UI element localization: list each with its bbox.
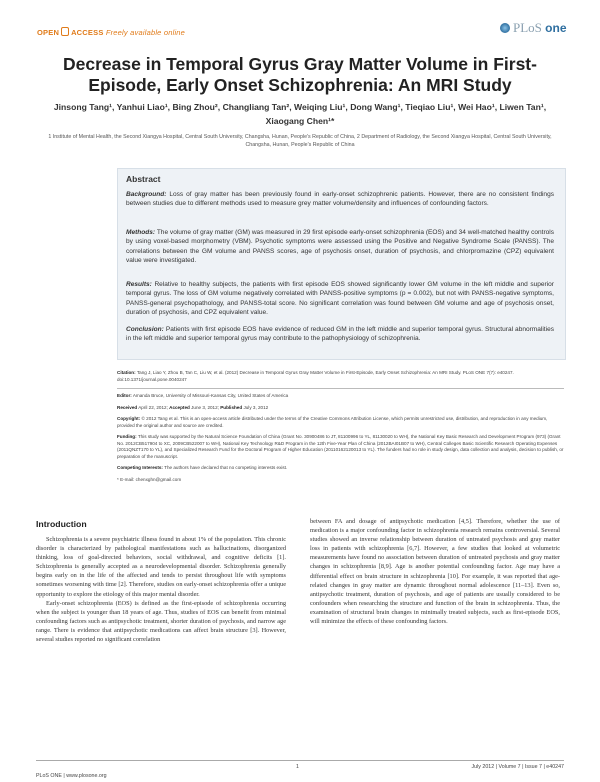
- footer-issue: July 2012 | Volume 7 | Issue 7 | e40247: [471, 764, 564, 770]
- citation-label: Citation:: [117, 370, 136, 375]
- correspondence-email: * E-mail: chenxghn@gmail.com: [117, 476, 182, 482]
- received-date: April 22, 2012;: [138, 404, 168, 410]
- conclusion-text: Patients with first episode EOS have evidence of reduced GM in the left middle and superior temporal gyrus. Structural abnormalities in the left middle and superior temporal gyrus may contribute to the pathophysiology of schizophrenia.: [126, 326, 554, 343]
- background-text: Loss of gray matter has been previously found in early-onset schizophrenic patients. However, there are no consistent findings between studies due to different methods used to measure grey matter volume/density and influences of confounding factors.: [126, 191, 554, 208]
- plos-logo-icon: [500, 23, 510, 33]
- page-number: 1: [296, 764, 299, 770]
- results-label: Results:: [126, 281, 152, 288]
- background-label: Background:: [126, 191, 167, 198]
- abstract-methods: [126, 228, 554, 265]
- dates: [117, 405, 564, 412]
- meta-divider: [117, 388, 564, 389]
- freely-available-label: Freely available online: [105, 28, 186, 37]
- body-column-right: [310, 517, 560, 626]
- abstract-results: [126, 280, 554, 317]
- funding-text: This study was supported by the Natural Science Foundation of China (Grant No. 30900486 to JT, 81100996 to YL, 81130020 to WH), the National Key Basic Research and Development Program (973) (Grant No. 2012CB517904 to XC, 2009CB522007 to WH), National Key Technology R&D Program in the 12th Five-Year Plan of China (2012BAI01B07 to WH), Central Colleges Basic Scientific Research Operating Expenses (2011QNZT170 to YL), and Specialized Research Fund for the Doctoral Program of Higher Education (20110162120013 to YL). The funders had no role in study design, data collection and analysis, decision to publish, or preparation of the manuscript.: [117, 434, 564, 459]
- open-label: OPEN: [37, 28, 60, 37]
- logo-plos-text: PLoS: [513, 20, 542, 35]
- accepted-date: June 3, 2012;: [191, 404, 219, 410]
- copyright: [117, 416, 564, 429]
- methods-text: The volume of gray matter (GM) was measured in 29 first episode early-onset schizophrenia (EOS) and 34 well-matched healthy controls by using voxel-based morphometry (VBM). Psychotic symptoms were assessed using the Positive and Negative Syndrome Scale (PANSS). The correlations between the GM volume and PANSS scores, age of psychosis onset, duration of psychosis, and chlorpromazine (CPZ) equivalent value were investigated.: [126, 229, 554, 264]
- received-label: Received: [117, 404, 138, 410]
- funding: [117, 434, 564, 460]
- conclusion-label: Conclusion:: [126, 326, 164, 333]
- logo-one-text: one: [545, 21, 567, 35]
- methods-label: Methods:: [126, 229, 156, 236]
- editor: [117, 393, 564, 400]
- editor-text: Amanda Bruce, University of Missouri-Kansas City, United States of America: [132, 393, 289, 398]
- introduction-heading: Introduction: [36, 519, 87, 529]
- competing-text: The authors have declared that no competing interests exist.: [164, 465, 288, 470]
- abstract-conclusion: [126, 325, 554, 344]
- published-date: July 3, 2012: [243, 404, 269, 410]
- open-lock-icon: [61, 27, 69, 36]
- copyright-text: © 2012 Tang et al. This is an open-access article distributed under the terms of the Creative Commons Attribution License, which permits unrestricted use, distribution, and reproduction in any medium, provided the original author and source are credited.: [117, 416, 548, 428]
- author-list: Jinsong Tang¹, Yanhui Liao¹, Bing Zhou², Changliang Tan², Weiqing Liu¹, Dong Wang¹, Tieqiao Liu¹, Wei Hao¹, Liwen Tan¹, Xiaogang Chen¹*: [53, 102, 547, 126]
- plos-one-logo: [500, 20, 567, 36]
- footer-journal-text: PLoS ONE | www.plosone.org: [36, 773, 107, 779]
- abstract-heading: Abstract: [126, 174, 161, 184]
- abstract-background: [126, 190, 554, 209]
- intro-paragraph-2: Early-onset schizophrenia (EOS) is defined as the first-episode of schizophrenia occurring when the subject is younger than 18 years of age. Thus, studies of EOS can benefit from minimal confounding factors such as antipsychotic treatment, shorter duration of psychosis, and narrow age range. There is evidence that antipsychotic medications can affect brain structure [3]. However, several studies reported no significant correlation: [36, 599, 286, 644]
- article-metadata: [117, 370, 564, 488]
- open-access-badge: [37, 27, 185, 37]
- footer-divider: [36, 760, 564, 761]
- published-label: Published: [220, 404, 243, 410]
- affiliations: 1 Institute of Mental Health, the Second Xiangya Hospital, Central South University, Changsha, Hunan, People's Republic of China, 2 Department of Radiology, the Second Xiangya Hospital, Central South University, Changsha, Hunan, People's Republic of China: [48, 134, 552, 148]
- competing-interests: [117, 465, 564, 472]
- footer-journal: [36, 764, 107, 782]
- competing-label: Competing Interests:: [117, 465, 163, 470]
- intro-paragraph-3: between FA and dosage of antipsychotic medication [4,5]. Therefore, whether the use of medication is a major confounding factor in schizophrenia research remains controversial. Several studies showed an inverse relationship between duration of untreated psychosis and gray matter loss in patients with schizophrenia [6,7]. However, a few studies that looked at volumetric measurements have found no association between duration of untreated psychosis and gray matter changes in schizophrenia [8,9]. Age is another potential confounding factor. Age may have a differential effect on brain structure in schizophrenia [10]. For example, it was reported that age-related changes in gray matter are dynamic throughout normal adolescence [11–13]. Even so, antipsychotic treatment, duration of psychosis, and age of patients are usually considered to be confounders when researching the structure and function of the brain in schizophrenia. Thus, the examination of structural brain changes in minimally treated subjects, such as first-episode EOS, will minimize the effects of these confounding factors.: [310, 518, 560, 626]
- article-title: Decrease in Temporal Gyrus Gray Matter Volume in First-Episode, Early Onset Schizophrenia: An MRI Study: [63, 54, 537, 95]
- citation: [117, 370, 564, 383]
- editor-label: Editor:: [117, 393, 132, 398]
- accepted-label: Accepted: [169, 404, 190, 410]
- intro-paragraph-1: Schizophrenia is a severe psychiatric illness found in about 1% of the population. This chronic disorder is characterized by pathological manifestations such as hallucinations, disorganized thinking, loss of goal-directed behaviors, social withdrawal, and cognitive deficits [1]. Schizophrenia is generally accepted as a neurodevelopmental disorder. Schizophrenia generally begins early on in the life of the affected and tends to persist throughout life with symptoms sometimes worsening with time [2]. Therefore, studies on early-onset schizophrenia offer a unique opportunity to explore the etiology of this major mental disorder.: [36, 536, 286, 598]
- access-label: ACCESS: [71, 28, 104, 37]
- citation-text: Tang J, Liao Y, Zhou B, Tan C, Liu W, et al. (2012) Decrease in Temporal Gyrus Gray Matter Volume in First-Episode, Early Onset Schizophrenia: An MRI Study. PLoS ONE 7(7): e40247. doi:10.1371/journal.pone.0040247: [117, 370, 514, 382]
- copyright-label: Copyright:: [117, 416, 141, 421]
- body-column-left: [36, 535, 286, 644]
- results-text: Relative to healthy subjects, the patients with first episode EOS showed significantly lower GM volume in the left middle and superior temporal gyrus. The loss of GM volume negatively correlated with PANSS-positive symptoms (p = 0.002), but not with PANSS-negative symptoms, PANSS-general psychopathology, and PANSS-total score. No significant correlation was found between GM volume and age of psychosis onset, duration of psychosis, and CPZ equivalent value.: [126, 281, 554, 316]
- funding-label: Funding:: [117, 434, 137, 439]
